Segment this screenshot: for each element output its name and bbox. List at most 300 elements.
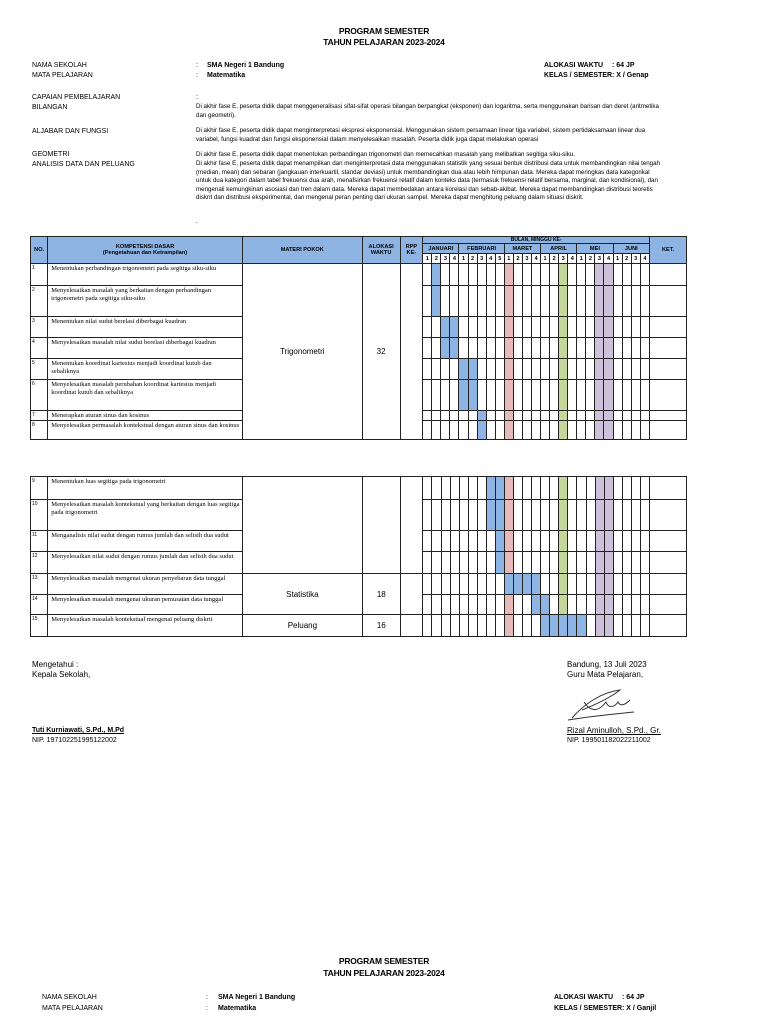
week-cell bbox=[550, 574, 559, 595]
week-cell bbox=[504, 317, 513, 338]
sign-right-line1: Bandung, 13 Juli 2023 bbox=[567, 660, 647, 669]
week-cell bbox=[441, 286, 450, 317]
kd-text: Menentukan koordinat kartesius menjadi koordinat kutub dan sebaliknya bbox=[48, 359, 243, 380]
week-cell bbox=[631, 359, 640, 380]
materi-pokok bbox=[242, 477, 362, 574]
week-cell bbox=[486, 531, 495, 552]
week-cell bbox=[514, 531, 523, 552]
week-cell bbox=[550, 411, 559, 421]
week-cell bbox=[550, 595, 559, 615]
alloc-value: : 64 JP bbox=[612, 62, 635, 69]
week-cell bbox=[541, 317, 550, 338]
week-cell bbox=[450, 286, 459, 317]
rpp-cell bbox=[400, 574, 423, 615]
week-cell bbox=[568, 595, 577, 615]
week-cell bbox=[613, 477, 622, 500]
week-cell bbox=[640, 380, 649, 411]
week-cell bbox=[486, 500, 495, 531]
week-cell bbox=[595, 531, 604, 552]
row-number: 8 bbox=[31, 421, 48, 440]
kd-text: Menentukan nilai sudut berelasi diberbagai kuadran bbox=[48, 317, 243, 338]
week-cell bbox=[495, 421, 504, 440]
week-cell bbox=[459, 338, 468, 359]
week-cell bbox=[631, 595, 640, 615]
dot: . bbox=[196, 218, 198, 225]
week-cell bbox=[504, 421, 513, 440]
week-cell bbox=[622, 552, 631, 574]
week-cell bbox=[541, 477, 550, 500]
week-number: 4 bbox=[568, 254, 577, 264]
cp-heading: CAPAIAN PEMBELAJARAN bbox=[32, 94, 121, 101]
week-cell bbox=[613, 615, 622, 637]
cp-geometri-label: GEOMETRI bbox=[32, 151, 70, 158]
week-cell bbox=[568, 574, 577, 595]
week-cell bbox=[604, 359, 613, 380]
week-cell bbox=[541, 421, 550, 440]
week-cell bbox=[586, 264, 595, 286]
page-title: PROGRAM SEMESTER bbox=[338, 26, 430, 36]
week-cell bbox=[523, 477, 532, 500]
ket-cell bbox=[649, 531, 686, 552]
week-cell bbox=[532, 477, 541, 500]
week-cell bbox=[595, 421, 604, 440]
week-cell bbox=[631, 552, 640, 574]
week-number: 3 bbox=[522, 254, 531, 264]
week-cell bbox=[631, 286, 640, 317]
week-cell bbox=[495, 477, 504, 500]
week-number: 3 bbox=[441, 254, 450, 264]
week-cell bbox=[568, 411, 577, 421]
week-cell bbox=[495, 574, 504, 595]
ket-cell bbox=[649, 574, 686, 595]
week-cell bbox=[559, 421, 568, 440]
week-cell bbox=[477, 595, 486, 615]
row-number: 10 bbox=[31, 500, 48, 531]
week-cell bbox=[459, 317, 468, 338]
week-number: 3 bbox=[559, 254, 568, 264]
week-cell bbox=[477, 380, 486, 411]
week-cell bbox=[504, 380, 513, 411]
week-cell bbox=[577, 477, 586, 500]
week-cell bbox=[522, 380, 531, 411]
week-cell bbox=[550, 338, 559, 359]
week-cell bbox=[459, 380, 468, 411]
week-cell bbox=[577, 500, 586, 531]
header-alokasi: ALOKASI WAKTU bbox=[362, 237, 400, 264]
week-cell bbox=[468, 477, 477, 500]
week-cell bbox=[550, 477, 559, 500]
week-cell bbox=[468, 531, 477, 552]
week-cell bbox=[477, 421, 486, 440]
week-cell bbox=[640, 531, 649, 552]
week-number: 3 bbox=[477, 254, 486, 264]
week-cell bbox=[577, 552, 586, 574]
week-cell bbox=[432, 421, 441, 440]
week-cell bbox=[504, 338, 513, 359]
week-cell bbox=[523, 500, 532, 531]
alokasi-waktu: 16 bbox=[362, 615, 400, 637]
ket-cell bbox=[649, 552, 686, 574]
week-cell bbox=[513, 359, 522, 380]
page2-subject-label: MATA PELAJARAN bbox=[42, 1005, 103, 1012]
week-cell bbox=[541, 380, 550, 411]
week-number: 1 bbox=[541, 254, 550, 264]
week-cell bbox=[604, 477, 613, 500]
week-cell bbox=[613, 286, 622, 317]
row-number: 4 bbox=[31, 338, 48, 359]
week-cell bbox=[622, 264, 631, 286]
week-cell bbox=[532, 595, 541, 615]
week-cell bbox=[622, 411, 631, 421]
teacher-nip: NIP. 199501182022211002 bbox=[567, 737, 651, 744]
week-cell bbox=[423, 286, 432, 317]
week-cell bbox=[559, 286, 568, 317]
week-cell bbox=[541, 411, 550, 421]
week-cell bbox=[513, 411, 522, 421]
week-cell bbox=[586, 500, 595, 531]
week-cell bbox=[577, 338, 586, 359]
page2-title: PROGRAM SEMESTER bbox=[338, 956, 430, 966]
week-cell bbox=[595, 338, 604, 359]
header-materi: MATERI POKOK bbox=[242, 237, 362, 264]
week-cell bbox=[486, 338, 495, 359]
week-cell bbox=[432, 411, 441, 421]
week-cell bbox=[541, 615, 550, 637]
week-cell bbox=[468, 317, 477, 338]
week-cell bbox=[468, 411, 477, 421]
week-cell bbox=[477, 574, 486, 595]
week-cell bbox=[477, 338, 486, 359]
week-cell bbox=[640, 615, 649, 637]
row-number: 5 bbox=[31, 359, 48, 380]
week-cell bbox=[477, 531, 486, 552]
materi-pokok: Statistika bbox=[242, 574, 362, 615]
week-cell bbox=[459, 421, 468, 440]
week-cell bbox=[595, 574, 604, 595]
ket-cell bbox=[649, 615, 686, 637]
week-cell bbox=[541, 531, 550, 552]
week-cell bbox=[568, 531, 577, 552]
week-cell bbox=[513, 380, 522, 411]
week-cell bbox=[531, 317, 540, 338]
week-cell bbox=[441, 574, 450, 595]
week-cell bbox=[523, 615, 532, 637]
week-cell bbox=[577, 531, 586, 552]
week-number: 2 bbox=[586, 254, 595, 264]
week-cell bbox=[631, 380, 640, 411]
week-cell bbox=[595, 359, 604, 380]
week-cell bbox=[550, 500, 559, 531]
week-number: 4 bbox=[450, 254, 459, 264]
week-cell bbox=[459, 477, 468, 500]
week-cell bbox=[423, 411, 432, 421]
week-cell bbox=[495, 411, 504, 421]
week-cell bbox=[486, 615, 495, 637]
header-bulan: BULAN, MINGGU KE- bbox=[423, 237, 650, 244]
week-cell bbox=[622, 359, 631, 380]
week-cell bbox=[568, 359, 577, 380]
week-number: 2 bbox=[513, 254, 522, 264]
week-cell bbox=[504, 574, 513, 595]
week-cell bbox=[577, 380, 586, 411]
week-cell bbox=[495, 595, 504, 615]
materi-pokok: Trigonometri bbox=[242, 264, 362, 440]
week-cell bbox=[559, 574, 568, 595]
sign-left-line2: Kepala Sekolah, bbox=[32, 670, 91, 679]
week-cell bbox=[450, 531, 459, 552]
kd-text: Menyelesaikan masalah nilai sudut berelasi diberbagai kuadran bbox=[48, 338, 243, 359]
kd-text: Menyelesaikan masalah kontekstual yang berkaitan dengan luas segitiga pada trigonometri bbox=[48, 500, 243, 531]
header-kd-sub: (Pengetahuan dan Ketrampilan) bbox=[102, 250, 188, 256]
week-cell bbox=[541, 574, 550, 595]
week-cell bbox=[486, 286, 495, 317]
week-cell bbox=[622, 615, 631, 637]
sign-right-line2: Guru Mata Pelajaran, bbox=[567, 670, 644, 679]
week-cell bbox=[568, 477, 577, 500]
header-rpp: RPP KE- bbox=[400, 237, 423, 264]
materi-pokok: Peluang bbox=[242, 615, 362, 637]
page2-school-value: SMA Negeri 1 Bandung bbox=[218, 994, 296, 1001]
table-row bbox=[31, 615, 687, 637]
week-cell bbox=[432, 552, 441, 574]
week-number: 4 bbox=[486, 254, 495, 264]
week-number: 1 bbox=[613, 254, 622, 264]
school-label: NAMA SEKOLAH bbox=[32, 62, 87, 69]
ket-cell bbox=[650, 359, 687, 380]
week-cell bbox=[522, 264, 531, 286]
week-cell bbox=[486, 574, 495, 595]
week-cell bbox=[423, 380, 432, 411]
week-cell bbox=[631, 615, 640, 637]
month-juni: JUNI bbox=[613, 244, 650, 254]
week-cell bbox=[495, 338, 504, 359]
ket-cell bbox=[650, 411, 687, 421]
week-cell bbox=[550, 531, 559, 552]
week-number: 4 bbox=[640, 254, 649, 264]
week-cell bbox=[568, 500, 577, 531]
alloc-label: ALOKASI WAKTU bbox=[544, 62, 604, 69]
week-cell bbox=[504, 411, 513, 421]
headmaster-nip: NIP. 197102251995122002 bbox=[32, 737, 117, 744]
week-number: 3 bbox=[595, 254, 604, 264]
week-cell bbox=[468, 264, 477, 286]
week-cell bbox=[459, 531, 468, 552]
week-cell bbox=[477, 359, 486, 380]
page2-alloc-label: ALOKASI WAKTU bbox=[554, 994, 614, 1001]
week-cell bbox=[640, 500, 649, 531]
week-cell bbox=[450, 317, 459, 338]
week-cell bbox=[613, 264, 622, 286]
week-cell bbox=[495, 615, 504, 637]
week-cell bbox=[631, 531, 640, 552]
cp-geometri-text: Di akhir fase E, peserta didik dapat menentukan perbandingan trigonometri dan memecahkan masalah yang melibatkan segitiga siku-siku. bbox=[196, 151, 576, 158]
week-cell bbox=[450, 574, 459, 595]
week-cell bbox=[550, 359, 559, 380]
row-number: 6 bbox=[31, 380, 48, 411]
week-cell bbox=[613, 595, 622, 615]
week-cell bbox=[640, 411, 649, 421]
week-cell bbox=[495, 286, 504, 317]
week-cell bbox=[586, 411, 595, 421]
colon: : bbox=[206, 1005, 208, 1012]
week-cell bbox=[640, 338, 649, 359]
week-cell bbox=[504, 477, 513, 500]
page2-alloc-value: : 64 JP bbox=[622, 994, 645, 1001]
week-cell bbox=[613, 411, 622, 421]
headmaster-name: Tuti Kurniawati, S.Pd., M.Pd bbox=[32, 727, 125, 734]
ket-cell bbox=[650, 338, 687, 359]
week-cell bbox=[468, 615, 477, 637]
week-cell bbox=[550, 317, 559, 338]
week-cell bbox=[577, 421, 586, 440]
week-cell bbox=[541, 264, 550, 286]
week-cell bbox=[450, 264, 459, 286]
week-cell bbox=[595, 264, 604, 286]
week-cell bbox=[640, 286, 649, 317]
week-cell bbox=[586, 338, 595, 359]
week-cell bbox=[586, 359, 595, 380]
week-cell bbox=[613, 380, 622, 411]
row-number: 9 bbox=[31, 477, 48, 500]
week-cell bbox=[441, 531, 450, 552]
week-cell bbox=[477, 317, 486, 338]
week-cell bbox=[622, 595, 631, 615]
week-cell bbox=[450, 421, 459, 440]
schedule-table-continued bbox=[30, 476, 687, 637]
week-cell bbox=[640, 574, 649, 595]
subject-value: Matematika bbox=[207, 72, 246, 79]
row-number: 13 bbox=[31, 574, 48, 595]
week-cell bbox=[522, 421, 531, 440]
week-number: 2 bbox=[622, 254, 631, 264]
week-cell bbox=[477, 477, 486, 500]
week-cell bbox=[568, 615, 577, 637]
kd-text: Menyelesaikan permasalah kontekstual dengan aturan sinus dan kosinus bbox=[48, 421, 243, 440]
week-cell bbox=[514, 615, 523, 637]
week-cell bbox=[513, 286, 522, 317]
week-cell bbox=[450, 359, 459, 380]
week-cell bbox=[604, 411, 613, 421]
week-cell bbox=[423, 264, 432, 286]
week-cell bbox=[495, 264, 504, 286]
kd-text: Menyelesaikan masalah mengenai ukuran pemusatan data tunggal bbox=[48, 595, 243, 615]
week-cell bbox=[586, 615, 595, 637]
week-cell bbox=[504, 595, 513, 615]
week-cell bbox=[568, 552, 577, 574]
row-number: 3 bbox=[31, 317, 48, 338]
row-number: 14 bbox=[31, 595, 48, 615]
week-cell bbox=[441, 552, 450, 574]
table-row bbox=[31, 574, 687, 595]
week-cell bbox=[595, 411, 604, 421]
week-cell bbox=[622, 380, 631, 411]
week-cell bbox=[595, 477, 604, 500]
week-cell bbox=[604, 615, 613, 637]
week-cell bbox=[432, 595, 441, 615]
week-cell bbox=[532, 500, 541, 531]
week-cell bbox=[550, 380, 559, 411]
week-cell bbox=[432, 317, 441, 338]
week-cell bbox=[550, 264, 559, 286]
week-cell bbox=[604, 500, 613, 531]
class-label: KELAS / SEMESTER bbox=[544, 72, 613, 79]
kd-text: Menentukan luas segitiga pada trigonometri bbox=[48, 477, 243, 500]
week-cell bbox=[486, 595, 495, 615]
month-februari: FEBRUARI bbox=[459, 244, 504, 254]
week-cell bbox=[477, 286, 486, 317]
week-cell bbox=[577, 264, 586, 286]
rpp-cell bbox=[400, 264, 423, 440]
week-cell bbox=[550, 615, 559, 637]
week-cell bbox=[559, 338, 568, 359]
week-cell bbox=[586, 531, 595, 552]
week-cell bbox=[631, 477, 640, 500]
week-cell bbox=[613, 338, 622, 359]
week-cell bbox=[559, 264, 568, 286]
week-cell bbox=[541, 552, 550, 574]
week-cell bbox=[586, 317, 595, 338]
week-cell bbox=[613, 574, 622, 595]
week-cell bbox=[568, 380, 577, 411]
week-cell bbox=[631, 338, 640, 359]
week-cell bbox=[477, 552, 486, 574]
week-cell bbox=[468, 359, 477, 380]
week-cell bbox=[522, 286, 531, 317]
week-cell bbox=[423, 338, 432, 359]
alokasi-waktu: 18 bbox=[362, 574, 400, 615]
week-cell bbox=[468, 500, 477, 531]
week-cell bbox=[423, 317, 432, 338]
page-break bbox=[0, 948, 768, 949]
week-cell bbox=[568, 338, 577, 359]
table-row bbox=[31, 477, 687, 500]
alokasi-waktu: 32 bbox=[362, 264, 400, 440]
week-cell bbox=[604, 338, 613, 359]
teacher-name: Rizal Aminulloh, S.Pd., Gr. bbox=[567, 726, 661, 735]
kd-text: Menerapkan aturan sinus dan kosinus bbox=[48, 411, 243, 421]
week-cell bbox=[423, 615, 432, 637]
week-cell bbox=[450, 477, 459, 500]
week-cell bbox=[541, 286, 550, 317]
week-cell bbox=[441, 338, 450, 359]
week-cell bbox=[432, 477, 441, 500]
week-cell bbox=[640, 421, 649, 440]
week-cell bbox=[522, 359, 531, 380]
colon: : bbox=[196, 94, 198, 101]
week-cell bbox=[631, 411, 640, 421]
week-cell bbox=[486, 380, 495, 411]
row-number: 11 bbox=[31, 531, 48, 552]
week-cell bbox=[441, 595, 450, 615]
week-cell bbox=[622, 338, 631, 359]
week-cell bbox=[595, 615, 604, 637]
week-cell bbox=[523, 595, 532, 615]
week-cell bbox=[550, 286, 559, 317]
week-cell bbox=[622, 317, 631, 338]
week-cell bbox=[604, 264, 613, 286]
week-cell bbox=[477, 615, 486, 637]
week-cell bbox=[604, 595, 613, 615]
week-cell bbox=[441, 500, 450, 531]
week-cell bbox=[613, 531, 622, 552]
week-cell bbox=[450, 500, 459, 531]
week-cell bbox=[595, 500, 604, 531]
week-cell bbox=[423, 574, 432, 595]
week-cell bbox=[441, 615, 450, 637]
ket-cell bbox=[650, 317, 687, 338]
week-number: 2 bbox=[550, 254, 559, 264]
week-cell bbox=[459, 411, 468, 421]
